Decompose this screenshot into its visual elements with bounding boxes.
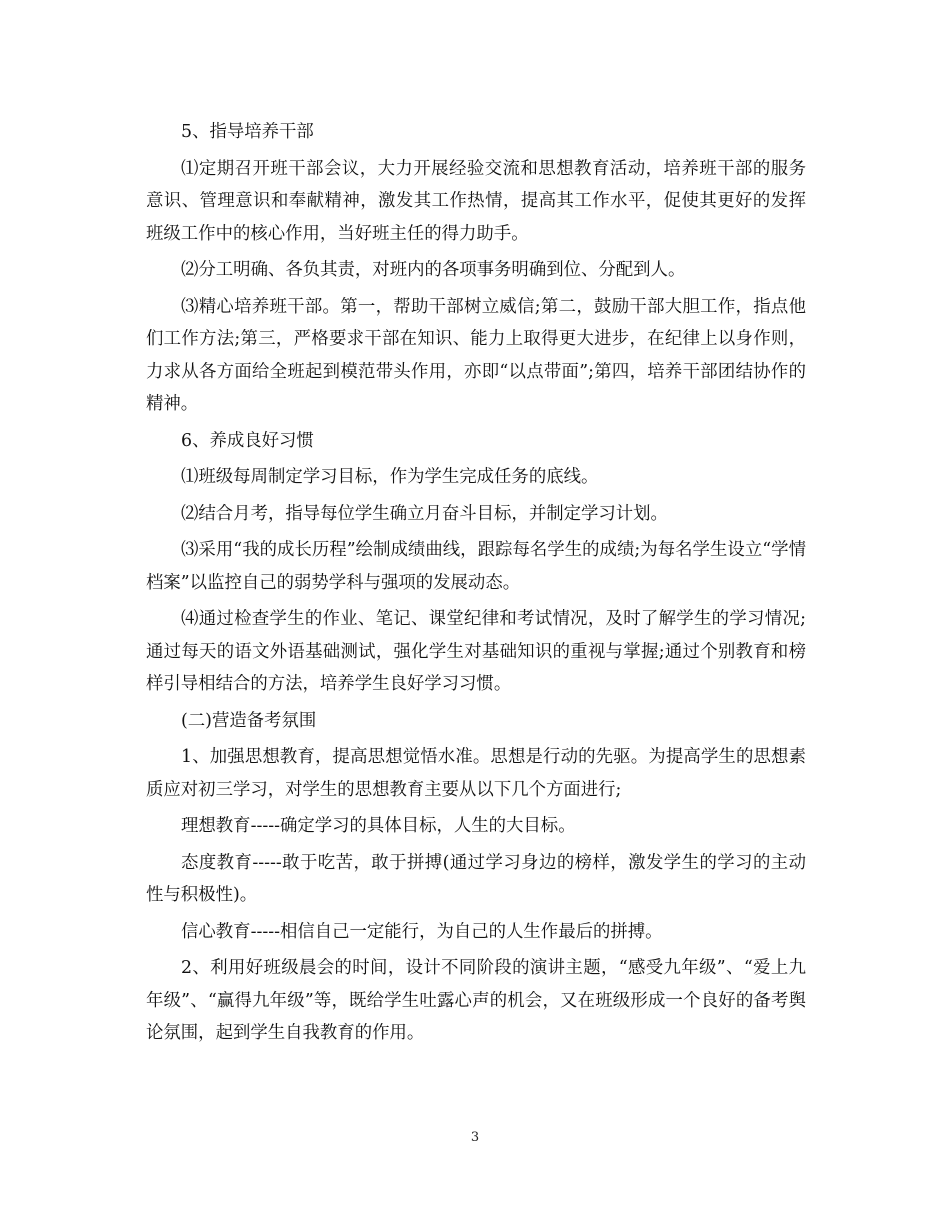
paragraph-attitude-education: 态度教育-----敢于吃苦，敢于拼搏(通过学习身边的榜样，激发学生的学习的主动性与积极性)。 xyxy=(146,852,806,905)
document-body xyxy=(146,116,806,1054)
section-heading-exam-atmosphere: (二)营造备考氛围 xyxy=(181,710,317,731)
paragraph-ideal-education: 理想教育-----确定学习的具体目标，人生的大目标。 xyxy=(181,816,576,836)
page-number: 3 xyxy=(470,1130,480,1145)
paragraph-monthly-exams: ⑵结合月考，指导每位学生确立月奋斗目标，并制定学习计划。 xyxy=(181,503,668,524)
section-heading-good-habits: 6、养成良好习惯 xyxy=(181,430,314,451)
paragraph-cultivate-cadres: ⑶精心培养班干部。第一，帮助干部树立威信;第二，鼓励干部大胆工作，指点他们工作方法;第三，严格要求干部在知识、能力上取得更大进步，在纪律上以身作则，力求从各方面给全班起到模范带头作用，亦即“以点带面”;第四，培养干部团结协作的精神。 xyxy=(146,296,806,414)
paragraph-division-of-labor: ⑵分工明确、各负其责，对班内的各项事务明确到位、分配到人。 xyxy=(181,260,686,280)
paragraph-homework-checks: ⑷通过检查学生的作业、笔记、课堂纪律和考试情况，及时了解学生的学习情况;通过每天的语文外语基础测试，强化学生对基础知识的重视与掌握;通过个别教育和榜样引导相结合的方法，培养学生良好学习习惯。 xyxy=(146,609,806,694)
paragraph-confidence-education: 信心教育-----相信自己一定能行，为自己的人生作最后的拼搏。 xyxy=(181,921,663,942)
paragraph-morning-meeting: 2、利用好班级晨会的时间，设计不同阶段的演讲主题，“感受九年级”、“爱上九年级”、“赢得九年级”等，既给学生吐露心声的机会，又在班级形成一个良好的备考舆论氛围，起到学生自我教育的作用。 xyxy=(146,958,806,1043)
paragraph-ideological-education: 1、加强思想教育，提高思想觉悟水准。思想是行动的先驱。为提高学生的思想素质应对初三学习，对学生的思想教育主要从以下几个方面进行; xyxy=(146,747,806,800)
paragraph-growth-record: ⑶采用“我的成长历程”绘制成绩曲线，跟踪每名学生的成绩;为每名学生设立“学情档案”以监控自己的弱势学科与强项的发展动态。 xyxy=(146,540,806,593)
paragraph-weekly-goals: ⑴班级每周制定学习目标，作为学生完成任务的底线。 xyxy=(181,467,599,487)
section-heading-cadre-training: 5、指导培养干部 xyxy=(181,122,314,142)
paragraph-cadre-meetings: ⑴定期召开班干部会议，大力开展经验交流和思想教育活动，培养班干部的服务意识、管理意识和奉献精神，激发其工作热情，提高其工作水平，促使其更好的发挥班级工作中的核心作用，当好班主任的得力助手。 xyxy=(146,158,806,244)
